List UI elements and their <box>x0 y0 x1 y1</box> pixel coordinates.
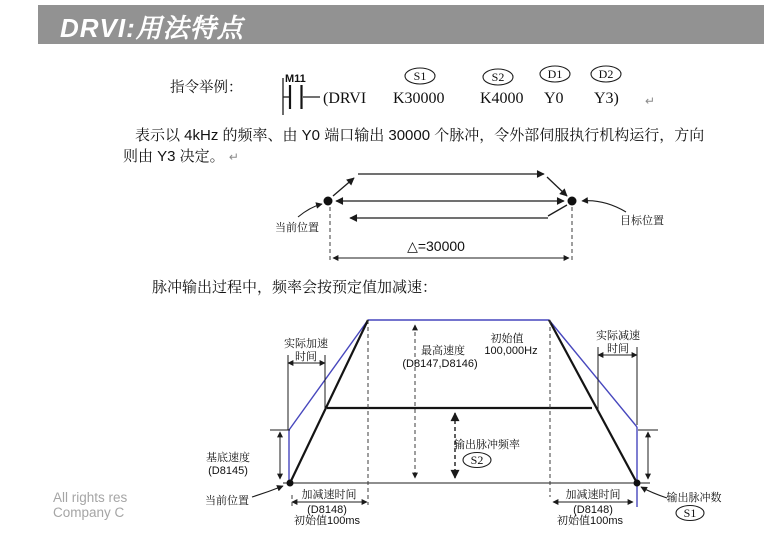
ramp-time-left-init: 初始值100ms <box>293 515 361 527</box>
instruction-label: 指令举例： <box>170 80 243 96</box>
operand-d2-value: Y3) <box>594 90 619 107</box>
operand-s1-tag: S1 <box>413 69 427 83</box>
ramp-time-left-label: 加减速时间 <box>301 489 357 501</box>
current-position-label: 当前位置 <box>205 495 249 507</box>
output-freq-tag: S2 <box>470 453 484 467</box>
operand-d2-tag: D2 <box>598 67 614 81</box>
base-speed-dimension <box>270 430 290 479</box>
output-freq-label: 输出脉冲频率 <box>454 439 520 451</box>
description-line-2-text: 则由 Y3 决定。 <box>123 148 225 165</box>
description-line-2 <box>123 147 239 167</box>
operand-d1-tag: D1 <box>547 67 563 81</box>
base-speed-label-2: (D8145) <box>208 465 248 477</box>
end-position-dot <box>634 480 641 487</box>
actual-decel-label-2: 时间 <box>607 343 629 355</box>
actual-speed-profile-black <box>283 320 650 483</box>
max-speed-label-1: 最高速度 <box>421 345 465 357</box>
operand-s2-value: K4000 <box>480 90 524 107</box>
operand-s1-value: K30000 <box>393 90 445 107</box>
initial-value-label-2: 100,000Hz <box>484 345 538 357</box>
delta-value-label: △=30000 <box>407 238 465 254</box>
slide-title-bar <box>38 5 764 44</box>
current-position-pointer <box>298 204 322 217</box>
travel-arrows <box>333 174 567 218</box>
description-line-1: 表示以 4kHz 的频率、由 Y0 端口输出 30000 个脉冲，令外部伺服执行机构运行，方向 <box>135 127 705 144</box>
contact-name-label: M11 <box>285 73 306 85</box>
instruction-example-diagram <box>160 60 680 118</box>
actual-accel-bracket <box>288 355 325 430</box>
operand-s2-tag: S2 <box>491 70 505 84</box>
output-pulses-pointer <box>641 487 667 498</box>
output-pulses-tag: S1 <box>683 506 697 520</box>
ramp-time-right-label: 加减速时间 <box>565 489 621 501</box>
speed-profile-diagram <box>190 305 735 545</box>
actual-decel-label-1: 实际减速 <box>596 330 640 342</box>
operand-d1-value: Y0 <box>544 90 564 107</box>
ramp-time-left-reg: (D8148) <box>307 504 347 516</box>
initial-value-label-1: 初始值 <box>490 333 524 345</box>
base-speed-dimension-right <box>638 430 658 479</box>
target-position-dot <box>568 197 577 206</box>
watermark-line-2: Company C <box>53 505 125 520</box>
actual-accel-label-2: 时间 <box>295 351 317 363</box>
ramp-time-right-reg: (D8148) <box>573 504 613 516</box>
target-position-label: 目标位置 <box>620 215 664 227</box>
max-speed-label-2: (D8147,D8146) <box>402 358 478 370</box>
current-position-pointer <box>252 486 283 497</box>
opcode-text: (DRVI <box>323 90 367 107</box>
output-pulses-label: 输出脉冲数 <box>666 492 722 504</box>
ramp-time-right-init: 初始值100ms <box>556 515 624 527</box>
watermark-line-1: All rights res <box>53 490 128 505</box>
operand-tag-ovals <box>405 66 621 85</box>
return-mark: ↵ <box>645 94 656 108</box>
current-position-label: 当前位置 <box>275 222 319 234</box>
pulse-output-sentence: 脉冲输出过程中，频率会按预定值加减速： <box>152 279 438 296</box>
current-position-dot <box>324 197 333 206</box>
target-position-pointer <box>582 201 626 212</box>
start-position-dot <box>287 480 294 487</box>
position-diagram <box>260 163 680 273</box>
page-title: DRVI:用法特点 <box>60 13 244 43</box>
actual-accel-label-1: 实际加速 <box>284 338 328 350</box>
base-speed-label-1: 基底速度 <box>206 452 250 464</box>
return-mark: ↵ <box>228 150 239 164</box>
